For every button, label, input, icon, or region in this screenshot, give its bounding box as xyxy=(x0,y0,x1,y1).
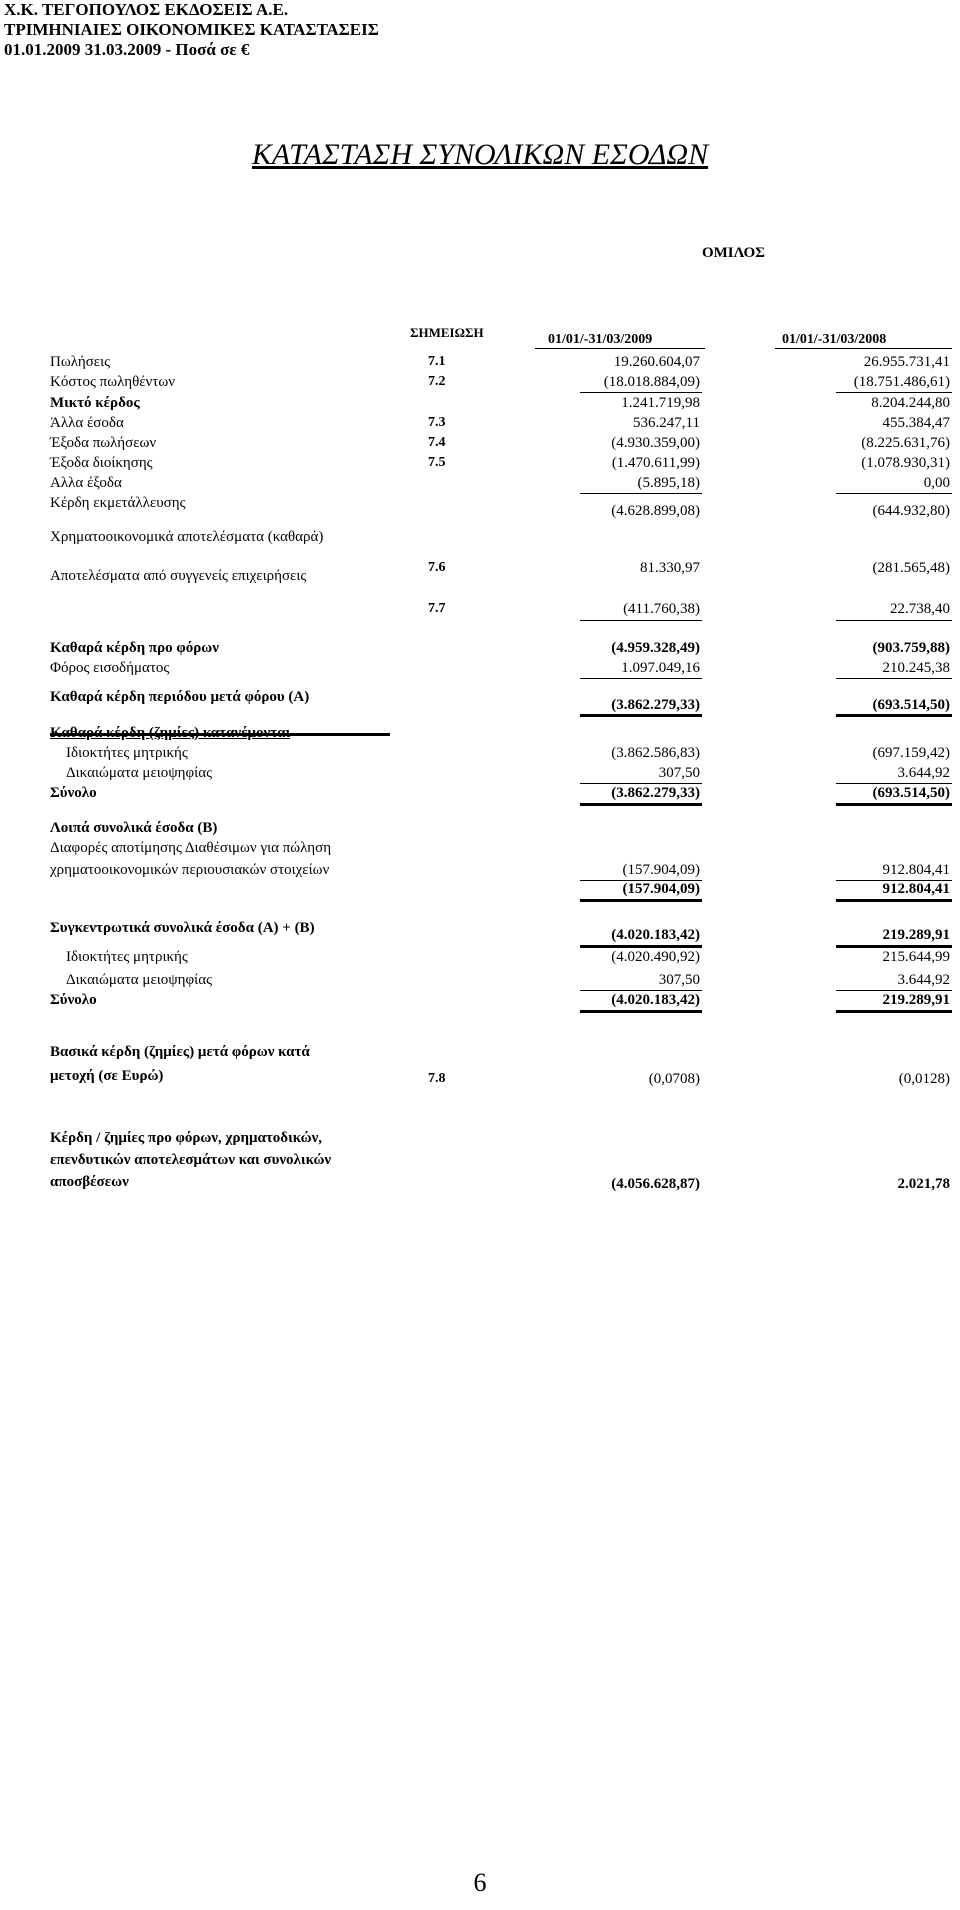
row-value-2008: 3.644,92 xyxy=(897,972,950,988)
row-label: Διαφορές αποτίμησης Διαθέσιμων για πώληση xyxy=(50,840,332,856)
row-label: Έξοδα διοίκησης xyxy=(50,455,153,471)
total-double-line xyxy=(836,803,952,806)
row-label: Άλλα έσοδα xyxy=(50,415,124,431)
row-note: 7.5 xyxy=(428,455,446,470)
subtotal-line xyxy=(580,678,702,679)
note-column-header: ΣΗΜΕΙΩΣΗ xyxy=(410,325,484,340)
ebitda-label-line3: αποσβέσεων xyxy=(50,1174,129,1190)
row-label: Φόρος εισοδήματος xyxy=(50,660,170,676)
eps-note: 7.8 xyxy=(428,1071,446,1086)
table-row xyxy=(0,599,960,619)
page-number: 6 xyxy=(473,1868,487,1897)
table-row xyxy=(0,372,960,392)
table-row xyxy=(0,658,960,678)
eps-value-2009: (0,0708) xyxy=(648,1071,700,1087)
row-value-2009: (4.020.183,42) xyxy=(611,992,700,1008)
table-row xyxy=(0,352,960,372)
total-double-line xyxy=(580,899,702,902)
row-value-2008: 26.955.731,41 xyxy=(863,354,950,370)
eps-label-line1: Βασικά κέρδη (ζημίες) μετά φόρων κατά xyxy=(50,1044,310,1060)
row-label: Κόστος πωληθέντων xyxy=(50,374,176,390)
row-label: Καθαρά κέρδη περιόδου μετά φόρου (Α) xyxy=(50,689,310,705)
ebitda-value-2008: 2.021,78 xyxy=(897,1176,950,1192)
table-row xyxy=(0,860,960,880)
row-value-2008: 22.738,40 xyxy=(890,601,950,617)
row-label: Ιδιοκτήτες μητρικής xyxy=(66,949,188,965)
row-label: Λοιπά συνολικά έσοδα (Β) xyxy=(50,820,218,836)
row-value-2009: (18.018.884,09) xyxy=(603,374,700,390)
table-row xyxy=(0,638,960,658)
total-double-line xyxy=(836,714,952,717)
report-period: 01.01.2009 31.03.2009 - Ποσά σε € xyxy=(4,40,250,59)
row-value-2009: (3.862.279,33) xyxy=(611,697,700,713)
table-row xyxy=(0,970,960,990)
row-value-2008: 210.245,38 xyxy=(882,660,950,676)
ebitda-row xyxy=(0,1174,960,1194)
row-value-2009: 307,50 xyxy=(658,972,700,988)
subtotal-line xyxy=(836,678,952,679)
row-value-2008: 912.804,41 xyxy=(882,881,950,897)
col-2008-header: 01/01/-31/03/2008 xyxy=(782,332,887,347)
row-value-2009: 307,50 xyxy=(658,765,700,781)
table-row xyxy=(0,433,960,453)
ebitda-label-line2: επενδυτικών αποτελεσμάτων και συνολικών xyxy=(50,1152,332,1168)
group-label: ΟΜΙΛΟΣ xyxy=(701,245,765,261)
ebitda-label-line1: Κέρδη / ζημίες προ φόρων, χρηματοδικών, xyxy=(50,1130,323,1146)
total-double-line xyxy=(836,1010,952,1013)
table-row xyxy=(0,838,960,858)
row-label: Δικαιώματα μειοψηφίας xyxy=(66,972,213,988)
total-double-line xyxy=(836,899,952,902)
row-value-2009: 1.241.719,98 xyxy=(621,395,700,411)
row-value-2008: 215.644,99 xyxy=(882,949,950,965)
total-double-line xyxy=(580,1010,702,1013)
row-label: Καθαρά κέρδη (ζημίες) κατανέμονται xyxy=(50,725,291,741)
row-value-2009: 536.247,11 xyxy=(633,415,700,431)
table-row xyxy=(0,947,960,967)
row-note: 7.2 xyxy=(428,374,446,389)
row-note: 7.4 xyxy=(428,435,446,450)
row-value-2008: (693.514,50) xyxy=(872,697,950,713)
table-row xyxy=(0,818,960,838)
table-row xyxy=(0,473,960,493)
table-row xyxy=(0,879,960,899)
row-value-2009: (3.862.279,33) xyxy=(611,785,700,801)
row-value-2008: (644.932,80) xyxy=(872,503,950,519)
table-row xyxy=(0,393,960,413)
row-value-2009: 1.097.049,16 xyxy=(621,660,700,676)
row-label: Συγκεντρωτικά συνολικά έσοδα (Α) + (Β) xyxy=(50,920,315,936)
row-label: Σύνολο xyxy=(50,785,97,801)
row-value-2008: 3.644,92 xyxy=(897,765,950,781)
row-value-2009: (4.020.490,92) xyxy=(611,949,700,965)
row-value-2008: (693.514,50) xyxy=(872,785,950,801)
statement-title: ΚΑΤΑΣΤΑΣΗ ΣΥΝΟΛΙΚΩΝ ΕΣΟΔΩΝ xyxy=(251,138,709,171)
table-row xyxy=(0,566,960,586)
table-row xyxy=(0,453,960,473)
subtotal-line xyxy=(836,620,952,621)
row-value-2009: 19.260.604,07 xyxy=(613,354,700,370)
row-value-2008: 8.204.244,80 xyxy=(871,395,950,411)
total-double-line xyxy=(580,714,702,717)
row-value-2009: (4.930.359,00) xyxy=(611,435,700,451)
company-name: Χ.Κ. ΤΕΓΟΠΟΥΛΟΣ ΕΚΔΟΣΕΙΣ Α.Ε. xyxy=(4,0,289,19)
row-label: Χρηματοοικονομικά αποτελέσματα (καθαρά) xyxy=(50,529,324,545)
row-value-2009: (157.904,09) xyxy=(622,862,700,878)
eps-label-line2: μετοχή (σε Ευρώ) xyxy=(50,1068,164,1084)
row-value-2008: 219.289,91 xyxy=(882,927,950,943)
ebitda-value-2009: (4.056.628,87) xyxy=(611,1176,700,1192)
row-value-2009: 81.330,97 xyxy=(640,560,700,576)
row-value-2008: (1.078.930,31) xyxy=(861,455,950,471)
table-row xyxy=(0,743,960,763)
report-subtitle: ΤΡΙΜΗΝΙΑΙΕΣ ΟΙΚΟΝΟΜΙΚΕΣ ΚΑΤΑΣΤΑΣΕΙΣ xyxy=(4,20,379,39)
row-value-2008: (8.225.631,76) xyxy=(861,435,950,451)
row-note: 7.3 xyxy=(428,415,446,430)
row-label: Καθαρά κέρδη προ φόρων xyxy=(50,640,219,656)
row-value-2009: (5.895,18) xyxy=(637,475,700,491)
row-value-2008: (697.159,42) xyxy=(872,745,950,761)
row-value-2009: (1.470.611,99) xyxy=(611,455,700,471)
row-label: Μικτό κέρδος xyxy=(50,395,140,411)
eps-value-2008: (0,0128) xyxy=(898,1071,950,1087)
row-value-2009: (4.959.328,49) xyxy=(611,640,700,656)
row-value-2008: (903.759,88) xyxy=(872,640,950,656)
row-note: 7.7 xyxy=(428,601,446,616)
table-row xyxy=(0,493,960,519)
row-label: Πωλήσεις xyxy=(50,354,111,370)
table-row xyxy=(0,695,960,715)
row-value-2009: (157.904,09) xyxy=(622,881,700,897)
total-double-line xyxy=(580,803,702,806)
row-label: Δικαιώματα μειοψηφίας xyxy=(66,765,213,781)
row-label: χρηματοοικονομικών περιουσιακών στοιχείων xyxy=(50,862,330,878)
col-2009-header: 01/01/-31/03/2009 xyxy=(548,332,653,347)
row-value-2009: (4.020.183,42) xyxy=(611,927,700,943)
row-label: Ιδιοκτήτες μητρικής xyxy=(66,745,188,761)
row-label: Αποτελέσματα από συγγενείς επιχειρήσεις xyxy=(50,568,307,584)
row-value-2008: 912.804,41 xyxy=(882,862,950,878)
row-value-2008: 455.384,47 xyxy=(882,415,950,431)
row-value-2009: (4.628.899,08) xyxy=(611,503,700,519)
col-2009-header-underline xyxy=(535,348,705,349)
row-value-2009: (411.760,38) xyxy=(623,601,700,617)
row-value-2008: 0,00 xyxy=(923,475,950,491)
table-row xyxy=(0,990,960,1010)
row-note: 7.1 xyxy=(428,354,446,369)
col-2008-header-underline xyxy=(775,348,952,349)
row-label: Σύνολο xyxy=(50,992,97,1008)
row-label: Αλλα έξοδα xyxy=(50,475,122,491)
subtotal-line xyxy=(580,620,702,621)
table-row xyxy=(0,925,960,945)
row-value-2008: (281.565,48) xyxy=(872,560,950,576)
row-label: Έξοδα πωλήσεων xyxy=(50,435,157,451)
row-note: 7.6 xyxy=(428,560,446,575)
eps-row xyxy=(0,1069,960,1089)
table-row xyxy=(0,527,960,547)
table-row xyxy=(0,413,960,433)
table-row xyxy=(0,783,960,803)
table-row xyxy=(0,763,960,783)
row-value-2008: 219.289,91 xyxy=(882,992,950,1008)
row-value-2008: (18.751.486,61) xyxy=(853,374,950,390)
row-value-2009: (3.862.586,83) xyxy=(611,745,700,761)
row-label: Κέρδη εκμετάλλευσης xyxy=(50,495,186,511)
section-heading-rule xyxy=(50,733,390,736)
